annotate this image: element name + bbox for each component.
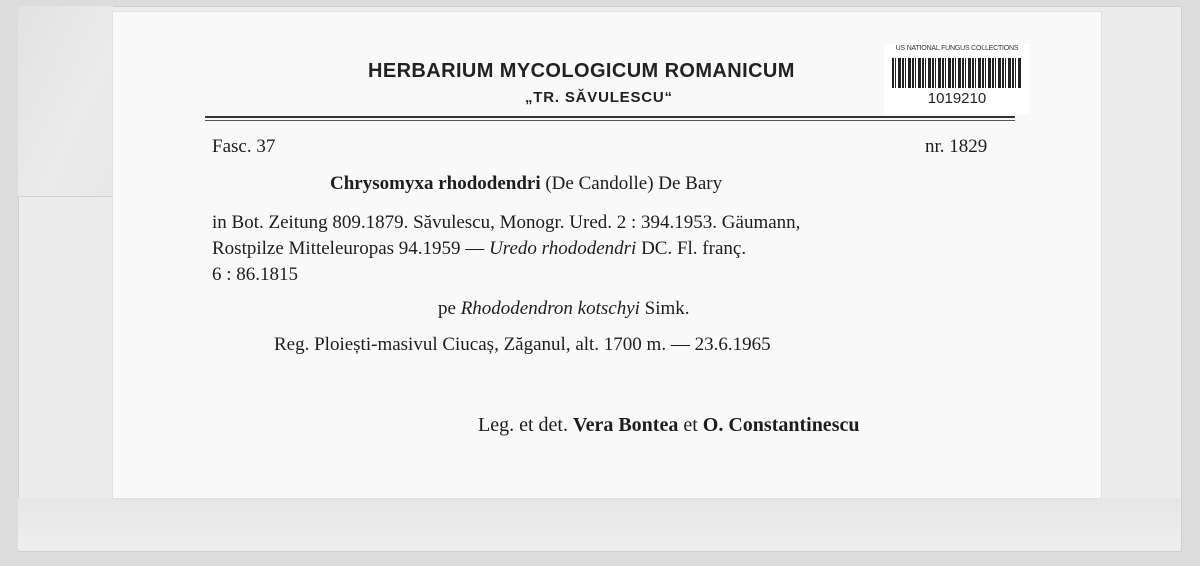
host-line — [438, 298, 690, 320]
fascicle-number: Fasc. 37 — [212, 136, 276, 157]
header-divider-thin — [205, 120, 1015, 121]
host-prefix: pe — [438, 298, 461, 319]
species-line — [330, 173, 722, 195]
herbarium-title: HERBARIUM MYCOLOGICUM ROMANICUM — [368, 60, 795, 82]
barcode-collection-name: US NATIONAL FUNGUS COLLECTIONS — [895, 45, 1019, 52]
specimen-number: nr. 1829 — [925, 136, 988, 157]
collectors-conj: et — [678, 414, 703, 436]
header-divider — [205, 116, 1015, 118]
barcode-icon — [892, 58, 1022, 88]
reference-line-1: in Bot. Zeitung 809.1879. Săvulescu, Monogr. Ured. 2 : 394.1953. Gäumann, — [212, 212, 801, 233]
collector-2: O. Constantinescu — [702, 414, 860, 436]
species-authority: (De Candolle) De Bary — [545, 173, 723, 194]
species-name: Chrysomyxa rhododendri — [330, 173, 541, 194]
envelope-bottom — [18, 498, 1180, 550]
host-name: Rhododendron kotschyi — [460, 298, 640, 319]
collectors-line — [478, 414, 859, 437]
synonym-authority: DC. Fl. franç. — [636, 238, 747, 259]
herbarium-subtitle: „TR. SĂVULESCU“ — [525, 89, 673, 106]
barcode-number: 1019210 — [927, 90, 987, 107]
envelope-flap — [18, 6, 113, 197]
collectors-prefix: Leg. et det. — [478, 414, 573, 436]
synonym-name: Uredo rhododendri — [489, 238, 637, 259]
reference-text: Rostpilze Mitteleuropas 94.1959 — — [212, 238, 490, 259]
collector-1: Vera Bontea — [572, 414, 679, 436]
reference-line-3: 6 : 86.1815 — [212, 264, 299, 285]
reference-line-2 — [212, 238, 746, 260]
locality-line: Reg. Ploiești-masivul Ciucaș, Zăganul, alt. 1700 m. — 23.6.1965 — [274, 334, 771, 355]
host-authority: Simk. — [639, 298, 690, 319]
